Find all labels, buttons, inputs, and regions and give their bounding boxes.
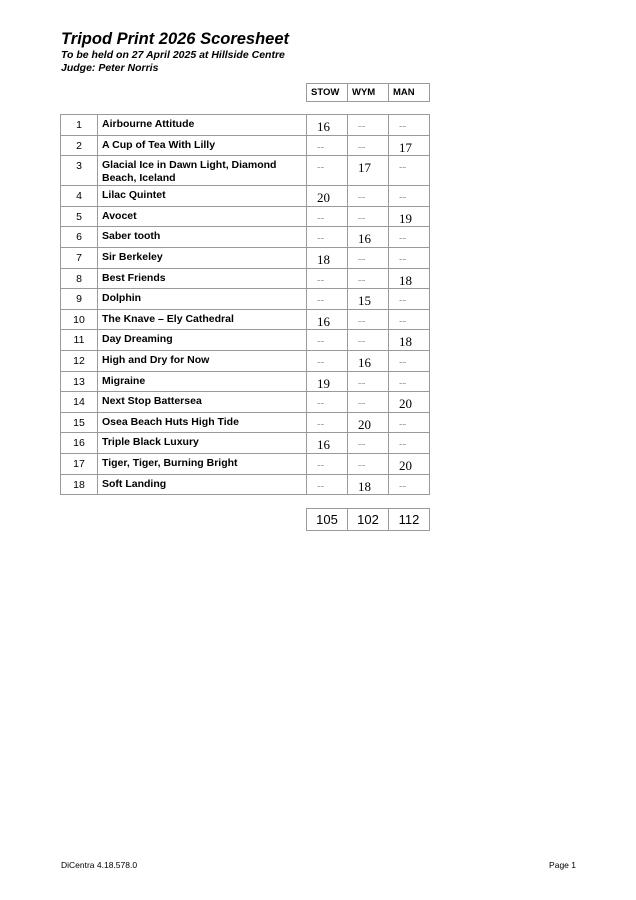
score-cell-stow: -- bbox=[307, 227, 348, 248]
entry-title: Triple Black Luxury bbox=[98, 433, 307, 454]
table-row bbox=[61, 115, 430, 136]
entry-number: 5 bbox=[61, 206, 98, 227]
entry-number: 7 bbox=[61, 247, 98, 268]
table-row bbox=[61, 474, 430, 495]
table-row bbox=[61, 206, 430, 227]
entry-title: A Cup of Tea With Lilly bbox=[98, 135, 307, 156]
score-cell-stow: 18 bbox=[307, 247, 348, 268]
entry-number: 16 bbox=[61, 433, 98, 454]
score-cell-wym: -- bbox=[348, 206, 389, 227]
score-table-body bbox=[61, 115, 430, 495]
table-row bbox=[61, 227, 430, 248]
score-cell-wym: -- bbox=[348, 309, 389, 330]
table-row bbox=[61, 330, 430, 351]
entry-number: 3 bbox=[61, 156, 98, 186]
entry-number: 11 bbox=[61, 330, 98, 351]
score-cell-wym: -- bbox=[348, 268, 389, 289]
score-cell-man: 20 bbox=[389, 392, 430, 413]
entry-title: Migraine bbox=[98, 371, 307, 392]
entry-title: Saber tooth bbox=[98, 227, 307, 248]
table-row bbox=[61, 433, 430, 454]
score-cell-man: 19 bbox=[389, 206, 430, 227]
score-cell-man: -- bbox=[389, 350, 430, 371]
column-header-man: MAN bbox=[389, 84, 430, 102]
column-header-wym: WYM bbox=[348, 84, 389, 102]
score-cell-wym: 15 bbox=[348, 289, 389, 310]
table-row bbox=[61, 268, 430, 289]
entry-number: 10 bbox=[61, 309, 98, 330]
score-cell-wym: -- bbox=[348, 135, 389, 156]
software-version: DiCentra 4.18.578.0 bbox=[61, 860, 138, 870]
entry-title: The Knave – Ely Cathedral bbox=[98, 309, 307, 330]
score-cell-man: -- bbox=[389, 115, 430, 136]
total-man: 112 bbox=[389, 509, 430, 531]
table-row bbox=[61, 156, 430, 186]
score-cell-man: -- bbox=[389, 156, 430, 186]
score-cell-man: -- bbox=[389, 412, 430, 433]
entry-title: Next Stop Battersea bbox=[98, 392, 307, 413]
entry-number: 9 bbox=[61, 289, 98, 310]
page-title: Tripod Print 2026 Scoresheet bbox=[61, 30, 290, 48]
table-row bbox=[61, 412, 430, 433]
totals-row bbox=[307, 509, 430, 531]
table-row bbox=[61, 309, 430, 330]
score-cell-wym: -- bbox=[348, 247, 389, 268]
entry-title: Soft Landing bbox=[98, 474, 307, 495]
score-cell-stow: -- bbox=[307, 156, 348, 186]
entry-title: Airbourne Attitude bbox=[98, 115, 307, 136]
score-cell-man: -- bbox=[389, 371, 430, 392]
score-cell-stow: -- bbox=[307, 453, 348, 474]
score-cell-wym: 16 bbox=[348, 350, 389, 371]
totals-table bbox=[306, 508, 430, 531]
table-row bbox=[61, 350, 430, 371]
score-cell-man: -- bbox=[389, 309, 430, 330]
score-cell-man: 20 bbox=[389, 453, 430, 474]
entry-number: 4 bbox=[61, 186, 98, 207]
score-cell-stow: -- bbox=[307, 474, 348, 495]
venue-line: To be held on 27 April 2025 at Hillside Centre bbox=[61, 49, 285, 61]
score-cell-wym: -- bbox=[348, 392, 389, 413]
score-cell-stow: 16 bbox=[307, 433, 348, 454]
score-cell-wym: -- bbox=[348, 453, 389, 474]
score-cell-wym: -- bbox=[348, 433, 389, 454]
score-cell-stow: -- bbox=[307, 206, 348, 227]
table-row bbox=[61, 135, 430, 156]
table-row bbox=[61, 289, 430, 310]
entry-number: 17 bbox=[61, 453, 98, 474]
score-cell-wym: 20 bbox=[348, 412, 389, 433]
score-cell-man: -- bbox=[389, 289, 430, 310]
score-cell-stow: -- bbox=[307, 135, 348, 156]
table-row bbox=[61, 453, 430, 474]
score-cell-man: -- bbox=[389, 474, 430, 495]
score-cell-stow: -- bbox=[307, 330, 348, 351]
score-cell-wym: -- bbox=[348, 371, 389, 392]
entry-title: Day Dreaming bbox=[98, 330, 307, 351]
entry-number: 1 bbox=[61, 115, 98, 136]
entry-number: 8 bbox=[61, 268, 98, 289]
document-header bbox=[61, 30, 289, 75]
score-cell-man: -- bbox=[389, 433, 430, 454]
score-cell-stow: 20 bbox=[307, 186, 348, 207]
entry-number: 14 bbox=[61, 392, 98, 413]
table-row bbox=[61, 371, 430, 392]
column-header-table bbox=[306, 83, 430, 102]
entry-number: 12 bbox=[61, 350, 98, 371]
page-number: Page 1 bbox=[549, 860, 576, 870]
entry-title: Lilac Quintet bbox=[98, 186, 307, 207]
score-cell-stow: 19 bbox=[307, 371, 348, 392]
entry-title: Osea Beach Huts High Tide bbox=[98, 412, 307, 433]
score-cell-man: -- bbox=[389, 186, 430, 207]
score-cell-wym: -- bbox=[348, 186, 389, 207]
score-cell-man: 17 bbox=[389, 135, 430, 156]
entry-number: 2 bbox=[61, 135, 98, 156]
entry-title: Best Friends bbox=[98, 268, 307, 289]
score-cell-wym: 18 bbox=[348, 474, 389, 495]
score-table bbox=[60, 114, 430, 495]
score-cell-stow: 16 bbox=[307, 115, 348, 136]
score-cell-wym: -- bbox=[348, 330, 389, 351]
entry-title: Glacial Ice in Dawn Light, Diamond Beach, Iceland bbox=[98, 156, 307, 186]
total-wym: 102 bbox=[348, 509, 389, 531]
entry-number: 13 bbox=[61, 371, 98, 392]
score-cell-stow: -- bbox=[307, 268, 348, 289]
judge-line: Judge: Peter Norris bbox=[61, 62, 159, 74]
score-cell-wym: 17 bbox=[348, 156, 389, 186]
total-stow: 105 bbox=[307, 509, 348, 531]
score-cell-stow: 16 bbox=[307, 309, 348, 330]
entry-number: 15 bbox=[61, 412, 98, 433]
entry-title: Dolphin bbox=[98, 289, 307, 310]
score-cell-wym: 16 bbox=[348, 227, 389, 248]
score-cell-stow: -- bbox=[307, 392, 348, 413]
score-cell-stow: -- bbox=[307, 289, 348, 310]
table-row bbox=[61, 247, 430, 268]
entry-title: Tiger, Tiger, Burning Bright bbox=[98, 453, 307, 474]
entry-title: High and Dry for Now bbox=[98, 350, 307, 371]
score-cell-man: 18 bbox=[389, 330, 430, 351]
column-header-stow: STOW bbox=[307, 84, 348, 102]
score-cell-wym: -- bbox=[348, 115, 389, 136]
score-cell-stow: -- bbox=[307, 350, 348, 371]
score-cell-man: -- bbox=[389, 247, 430, 268]
table-row bbox=[61, 186, 430, 207]
entry-number: 18 bbox=[61, 474, 98, 495]
table-row bbox=[61, 392, 430, 413]
column-header-row bbox=[307, 84, 430, 102]
score-cell-stow: -- bbox=[307, 412, 348, 433]
entry-number: 6 bbox=[61, 227, 98, 248]
score-cell-man: -- bbox=[389, 227, 430, 248]
entry-title: Avocet bbox=[98, 206, 307, 227]
entry-title: Sir Berkeley bbox=[98, 247, 307, 268]
score-cell-man: 18 bbox=[389, 268, 430, 289]
